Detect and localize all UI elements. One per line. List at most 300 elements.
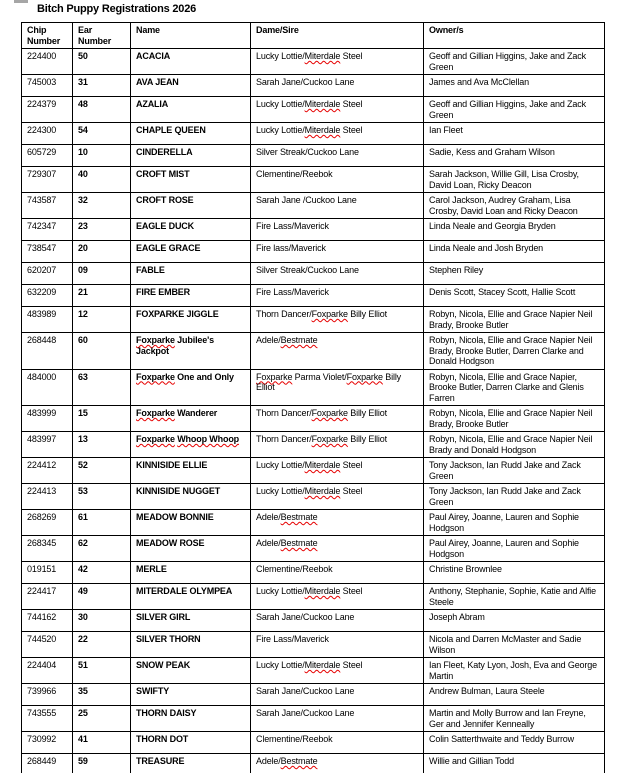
cell-text: MEADOW ROSE <box>136 538 205 548</box>
cell-text: Paul Airey, Joanne, Lauren and Sophie Hodgson <box>429 512 579 533</box>
cell-text: THORN DOT <box>136 734 189 744</box>
cell-ear <box>73 167 131 193</box>
cell-text: Steel <box>340 125 363 135</box>
cell-chip <box>22 684 73 706</box>
cell-owners <box>424 369 605 406</box>
cell-chip <box>22 584 73 610</box>
cell-dame_sire <box>251 75 424 97</box>
cell-dame_sire <box>251 510 424 536</box>
cell-text: Fire Lass/Maverick <box>256 287 329 297</box>
cell-name <box>131 123 251 145</box>
cell-chip <box>22 706 73 732</box>
cell-owners <box>424 167 605 193</box>
table-row <box>22 754 605 773</box>
cell-chip <box>22 307 73 333</box>
cell-dame_sire <box>251 754 424 773</box>
cell-text: Fire Lass/Maverick <box>256 221 329 231</box>
cell-text: Steel <box>340 460 363 470</box>
cell-chip <box>22 97 73 123</box>
cell-text: Robyn, Nicola, Ellie and Grace Napier, Brooke Butler, Darren Clarke and Glenis Farren <box>429 371 584 403</box>
cell-chip <box>22 369 73 406</box>
cell-text: 09 <box>78 265 88 275</box>
cell-text: 743587 <box>27 195 57 205</box>
cell-name <box>131 432 251 458</box>
cell-owners <box>424 754 605 773</box>
cell-text: 48 <box>78 99 88 109</box>
cell-owners <box>424 458 605 484</box>
cell-text: SNOW PEAK <box>136 660 191 670</box>
misspelled-word: Bestmate <box>280 512 318 522</box>
cell-text: 268345 <box>27 538 57 548</box>
cell-text: 63 <box>78 371 88 382</box>
cell-chip <box>22 458 73 484</box>
cell-dame_sire <box>251 632 424 658</box>
table-row <box>22 123 605 145</box>
cell-chip <box>22 732 73 754</box>
cell-text: 224413 <box>27 486 57 496</box>
table-row <box>22 484 605 510</box>
cell-chip <box>22 610 73 632</box>
cell-ear <box>73 145 131 167</box>
cell-name <box>131 458 251 484</box>
cell-owners <box>424 510 605 536</box>
cell-dame_sire <box>251 123 424 145</box>
cell-ear <box>73 684 131 706</box>
cell-text: Parma Violet/ <box>292 371 347 382</box>
cell-ear <box>73 369 131 406</box>
table-row <box>22 432 605 458</box>
cell-owners <box>424 219 605 241</box>
cell-text: 744162 <box>27 612 57 622</box>
cell-text: Robyn, Nicola, Ellie and Grace Napier Neil Brady, Brooke Butler <box>429 408 593 429</box>
cell-owners <box>424 684 605 706</box>
cell-ear <box>73 285 131 307</box>
cell-name <box>131 97 251 123</box>
cell-name <box>131 333 251 370</box>
cell-ear <box>73 706 131 732</box>
cell-text: Wanderer <box>174 408 218 418</box>
cell-text: 22 <box>78 634 88 644</box>
cell-name <box>131 510 251 536</box>
misspelled-word: Foxparke <box>311 434 348 444</box>
cell-text: 605729 <box>27 147 57 157</box>
cell-chip <box>22 536 73 562</box>
cell-ear <box>73 658 131 684</box>
cell-text: Lucky Lottie/ <box>256 51 305 61</box>
cell-text: Adele/ <box>256 538 281 548</box>
cell-text: 23 <box>78 221 88 231</box>
cell-name <box>131 167 251 193</box>
cell-dame_sire <box>251 263 424 285</box>
misspelled-word: Foxparke <box>136 371 175 382</box>
cell-dame_sire <box>251 49 424 75</box>
cell-text: 15 <box>78 408 88 418</box>
cell-text: 268449 <box>27 756 57 766</box>
cell-dame_sire <box>251 241 424 263</box>
cell-name <box>131 610 251 632</box>
misspelled-word: Miterdale <box>304 486 341 496</box>
cell-name <box>131 706 251 732</box>
cell-owners <box>424 732 605 754</box>
cell-text: Sarah Jane/Cuckoo Lane <box>256 612 355 622</box>
misspelled-word: Foxparke <box>136 408 175 418</box>
cell-text: 51 <box>78 660 88 670</box>
cell-text: 620207 <box>27 265 57 275</box>
cell-text: SWIFTY <box>136 686 170 696</box>
cell-text: 21 <box>78 287 88 297</box>
cell-text: 35 <box>78 686 88 696</box>
cell-name <box>131 219 251 241</box>
cell-text: 743555 <box>27 708 57 718</box>
table-row <box>22 241 605 263</box>
table-row <box>22 562 605 584</box>
cell-name <box>131 406 251 432</box>
cell-text: 019151 <box>27 564 57 574</box>
cell-text: 50 <box>78 51 88 61</box>
cell-text: Linda Neale and Josh Bryden <box>429 243 544 253</box>
cell-owners <box>424 97 605 123</box>
cell-text: 31 <box>78 77 88 87</box>
misspelled-word: Foxparke <box>136 335 175 345</box>
cell-name <box>131 684 251 706</box>
cell-owners <box>424 706 605 732</box>
cell-text: 224400 <box>27 51 57 61</box>
cell-text: Lucky Lottie/ <box>256 99 305 109</box>
cell-text: 483997 <box>27 434 57 444</box>
cell-text: 224412 <box>27 460 57 470</box>
cell-text: Robyn, Nicola, Ellie and Grace Napier Neil Brady and Donald Hodgson <box>429 434 593 455</box>
cell-text: MERLE <box>136 564 167 574</box>
cell-name <box>131 193 251 219</box>
cell-dame_sire <box>251 145 424 167</box>
cell-chip <box>22 49 73 75</box>
cell-text: Steel <box>340 51 363 61</box>
cell-name <box>131 241 251 263</box>
cell-name <box>131 754 251 773</box>
misspelled-word: Foxparke <box>311 309 348 319</box>
cell-text: Stephen Riley <box>429 265 484 275</box>
cell-text: KINNISIDE NUGGET <box>136 486 221 496</box>
cell-text: Carol Jackson, Audrey Graham, Lisa Crosby, David Loan and Ricky Deacon <box>429 195 578 216</box>
cell-text: 12 <box>78 309 88 319</box>
cell-text: Adele/ <box>256 512 281 522</box>
cell-text: Ian Fleet, Katy Lyon, Josh, Eva and George Martin <box>429 660 597 681</box>
cell-text: Paul Airey, Joanne, Lauren and Sophie Hodgson <box>429 538 579 559</box>
cell-chip <box>22 632 73 658</box>
cell-text: Thorn Dancer/ <box>256 434 312 444</box>
cell-ear <box>73 732 131 754</box>
cell-text: MEADOW BONNIE <box>136 512 214 522</box>
cell-chip <box>22 754 73 773</box>
cell-text: 32 <box>78 195 88 205</box>
cell-ear <box>73 219 131 241</box>
cell-text: 483999 <box>27 408 57 418</box>
cell-text: EAGLE DUCK <box>136 221 195 231</box>
cell-dame_sire <box>251 484 424 510</box>
table-row <box>22 458 605 484</box>
cell-text: Tony Jackson, Ian Rudd Jake and Zack Green <box>429 460 581 481</box>
cell-text: Lucky Lottie/ <box>256 486 305 496</box>
cell-chip <box>22 167 73 193</box>
cell-text: Steel <box>340 660 363 670</box>
cell-chip <box>22 219 73 241</box>
cell-text: 224379 <box>27 99 57 109</box>
cell-ear <box>73 406 131 432</box>
misspelled-word: Miterdale <box>304 125 341 135</box>
cell-owners <box>424 610 605 632</box>
cell-text: Andrew Bulman, Laura Steele <box>429 686 545 696</box>
cell-owners <box>424 263 605 285</box>
cell-text: SILVER GIRL <box>136 612 191 622</box>
column-header-ear: Ear Number <box>73 23 131 49</box>
cell-text: CHAPLE QUEEN <box>136 125 206 135</box>
cell-text: Nicola and Darren McMaster and Sadie Wilson <box>429 634 582 655</box>
cell-text: James and Ava McClellan <box>429 77 529 87</box>
cell-text: 54 <box>78 125 88 135</box>
cell-text: Fire Lass/Maverick <box>256 634 329 644</box>
cell-text: Steel <box>340 99 363 109</box>
cell-text: SILVER THORN <box>136 634 201 644</box>
cell-dame_sire <box>251 333 424 370</box>
cell-text: Lucky Lottie/ <box>256 660 305 670</box>
cell-text: Silver Streak/Cuckoo Lane <box>256 147 359 157</box>
cell-ear <box>73 484 131 510</box>
cell-text: 730992 <box>27 734 57 744</box>
cell-name <box>131 484 251 510</box>
misspelled-word: Bestmate <box>280 538 318 548</box>
cell-dame_sire <box>251 307 424 333</box>
misspelled-word: Miterdale <box>304 99 341 109</box>
cell-owners <box>424 632 605 658</box>
cell-name <box>131 536 251 562</box>
cell-text: 224417 <box>27 586 57 596</box>
cell-dame_sire <box>251 732 424 754</box>
cell-text: THORN DAISY <box>136 708 197 718</box>
cell-text: KINNISIDE ELLIE <box>136 460 208 470</box>
cell-text: Thorn Dancer/ <box>256 408 312 418</box>
misspelled-word: Miterdale <box>304 51 341 61</box>
cell-chip <box>22 263 73 285</box>
table-row <box>22 584 605 610</box>
cell-text: Colin Satterthwaite and Teddy Burrow <box>429 734 575 744</box>
misspelled-word: Miterdale <box>304 586 341 596</box>
cell-text: 729307 <box>27 169 57 179</box>
cell-owners <box>424 307 605 333</box>
table-row <box>22 219 605 241</box>
cell-text: Billy Elliot <box>256 371 402 392</box>
misspelled-word: Bestmate <box>280 756 318 766</box>
table-row <box>22 263 605 285</box>
cell-ear <box>73 75 131 97</box>
cell-text: CINDERELLA <box>136 147 193 157</box>
cell-ear <box>73 510 131 536</box>
cell-text: Sadie, Kess and Graham Wilson <box>429 147 555 157</box>
cell-text: Christine Brownlee <box>429 564 502 574</box>
cell-text: Lucky Lottie/ <box>256 586 305 596</box>
cell-text: Robyn, Nicola, Ellie and Grace Napier Neil Brady, Brooke Butler <box>429 309 593 330</box>
cell-text: Clementine/Reebok <box>256 734 333 744</box>
cell-text: 30 <box>78 612 88 622</box>
cell-text: Steel <box>340 486 363 496</box>
cell-ear <box>73 754 131 773</box>
cell-owners <box>424 241 605 263</box>
misspelled-word: Miterdale <box>304 660 341 670</box>
cell-name <box>131 369 251 406</box>
cell-text: Lucky Lottie/ <box>256 125 305 135</box>
cell-ear <box>73 333 131 370</box>
table-row <box>22 193 605 219</box>
cell-owners <box>424 406 605 432</box>
cell-dame_sire <box>251 97 424 123</box>
cell-text: AVA JEAN <box>136 77 179 87</box>
cell-text: 632209 <box>27 287 57 297</box>
misspelled-word: Foxparke <box>346 371 383 382</box>
cell-ear <box>73 49 131 75</box>
cell-text: Adele/ <box>256 335 281 345</box>
cell-text: 10 <box>78 147 88 157</box>
cell-chip <box>22 658 73 684</box>
cell-chip <box>22 285 73 307</box>
cell-ear <box>73 241 131 263</box>
table-row <box>22 369 605 406</box>
misspelled-word: Foxparke <box>256 371 293 382</box>
cell-name <box>131 632 251 658</box>
table-row <box>22 510 605 536</box>
cell-text: Tony Jackson, Ian Rudd Jake and Zack Green <box>429 486 581 507</box>
table-row <box>22 536 605 562</box>
cell-text: Jubilee's Jackpot <box>136 335 214 356</box>
cell-owners <box>424 536 605 562</box>
cell-text: 745003 <box>27 77 57 87</box>
cell-text: Sarah Jane/Cuckoo Lane <box>256 77 355 87</box>
cell-text: AZALIA <box>136 99 169 109</box>
cell-dame_sire <box>251 706 424 732</box>
table-row <box>22 610 605 632</box>
cell-text: Geoff and Gillian Higgins, Jake and Zack Green <box>429 99 586 120</box>
cell-dame_sire <box>251 610 424 632</box>
cell-owners <box>424 484 605 510</box>
cell-text: Linda Neale and Georgia Bryden <box>429 221 556 231</box>
cell-ear <box>73 307 131 333</box>
cell-text: Billy Elliot <box>347 408 387 418</box>
cell-dame_sire <box>251 562 424 584</box>
cell-dame_sire <box>251 458 424 484</box>
misspelled-word: Foxparke <box>311 408 348 418</box>
cell-text: 742347 <box>27 221 57 231</box>
cell-text: Fire lass/Maverick <box>256 243 326 253</box>
cell-text: 42 <box>78 564 88 574</box>
cell-owners <box>424 123 605 145</box>
cell-text: Clementine/Reebok <box>256 169 333 179</box>
cell-name <box>131 75 251 97</box>
cell-chip <box>22 193 73 219</box>
cell-owners <box>424 75 605 97</box>
table-row <box>22 684 605 706</box>
cell-text: MITERDALE OLYMPEA <box>136 586 233 596</box>
cell-name <box>131 732 251 754</box>
cell-text: Sarah Jackson, Willie Gill, Lisa Crosby, David Loan, Ricky Deacon <box>429 169 579 190</box>
table-row <box>22 706 605 732</box>
cell-dame_sire <box>251 584 424 610</box>
table-row <box>22 97 605 123</box>
cell-owners <box>424 285 605 307</box>
table-row <box>22 333 605 370</box>
cell-text: Thorn Dancer/ <box>256 309 312 319</box>
cell-text: EAGLE GRACE <box>136 243 201 253</box>
misspelled-word: Miterdale <box>304 460 341 470</box>
cell-text: Ian Fleet <box>429 125 463 135</box>
cell-text: 268269 <box>27 512 57 522</box>
cell-chip <box>22 484 73 510</box>
misspelled-word: Bestmate <box>280 335 318 345</box>
cell-text: ACACIA <box>136 51 171 61</box>
cell-text: FIRE EMBER <box>136 287 191 297</box>
misspelled-word: Foxparke <box>136 434 175 444</box>
table-row <box>22 145 605 167</box>
cell-owners <box>424 584 605 610</box>
column-header-owners: Owner/s <box>424 23 605 49</box>
cell-text: 13 <box>78 434 88 444</box>
cell-text: 53 <box>78 486 88 496</box>
cell-owners <box>424 658 605 684</box>
cell-ear <box>73 193 131 219</box>
cell-text: TREASURE <box>136 756 185 766</box>
cell-text: CROFT ROSE <box>136 195 194 205</box>
cell-dame_sire <box>251 684 424 706</box>
cell-owners <box>424 145 605 167</box>
cell-dame_sire <box>251 285 424 307</box>
cell-text: Billy Elliot <box>347 434 387 444</box>
cell-text: Willie and Gillian Todd <box>429 756 514 766</box>
cell-ear <box>73 536 131 562</box>
cell-dame_sire <box>251 432 424 458</box>
registrations-table <box>21 22 605 773</box>
cell-chip <box>22 241 73 263</box>
cell-text: 60 <box>78 335 88 345</box>
cell-ear <box>73 584 131 610</box>
cell-text: 744520 <box>27 634 57 644</box>
cell-text: Steel <box>340 586 363 596</box>
cell-ear <box>73 97 131 123</box>
cell-name <box>131 145 251 167</box>
cell-ear <box>73 458 131 484</box>
cell-chip <box>22 75 73 97</box>
table-row <box>22 658 605 684</box>
cell-text: Clementine/Reebok <box>256 564 333 574</box>
cell-chip <box>22 562 73 584</box>
cell-text: 41 <box>78 734 88 744</box>
table-row <box>22 307 605 333</box>
cell-text: 59 <box>78 756 88 766</box>
table-row <box>22 49 605 75</box>
cell-text: CROFT MIST <box>136 169 190 179</box>
cell-owners <box>424 49 605 75</box>
cell-text: Robyn, Nicola, Ellie and Grace Napier Neil Brady, Brooke Butler, Darren Clarke and Donald Hodgson <box>429 335 593 366</box>
cell-text: Lucky Lottie/ <box>256 460 305 470</box>
cell-text: FOXPARKE JIGGLE <box>136 309 219 319</box>
cell-owners <box>424 562 605 584</box>
cell-owners <box>424 193 605 219</box>
cell-text: 49 <box>78 586 88 596</box>
cell-name <box>131 285 251 307</box>
cell-text: 224404 <box>27 660 57 670</box>
cell-text: Joseph Abram <box>429 612 485 622</box>
cell-name <box>131 658 251 684</box>
cell-ear <box>73 263 131 285</box>
cell-name <box>131 307 251 333</box>
cell-chip <box>22 145 73 167</box>
cell-dame_sire <box>251 536 424 562</box>
